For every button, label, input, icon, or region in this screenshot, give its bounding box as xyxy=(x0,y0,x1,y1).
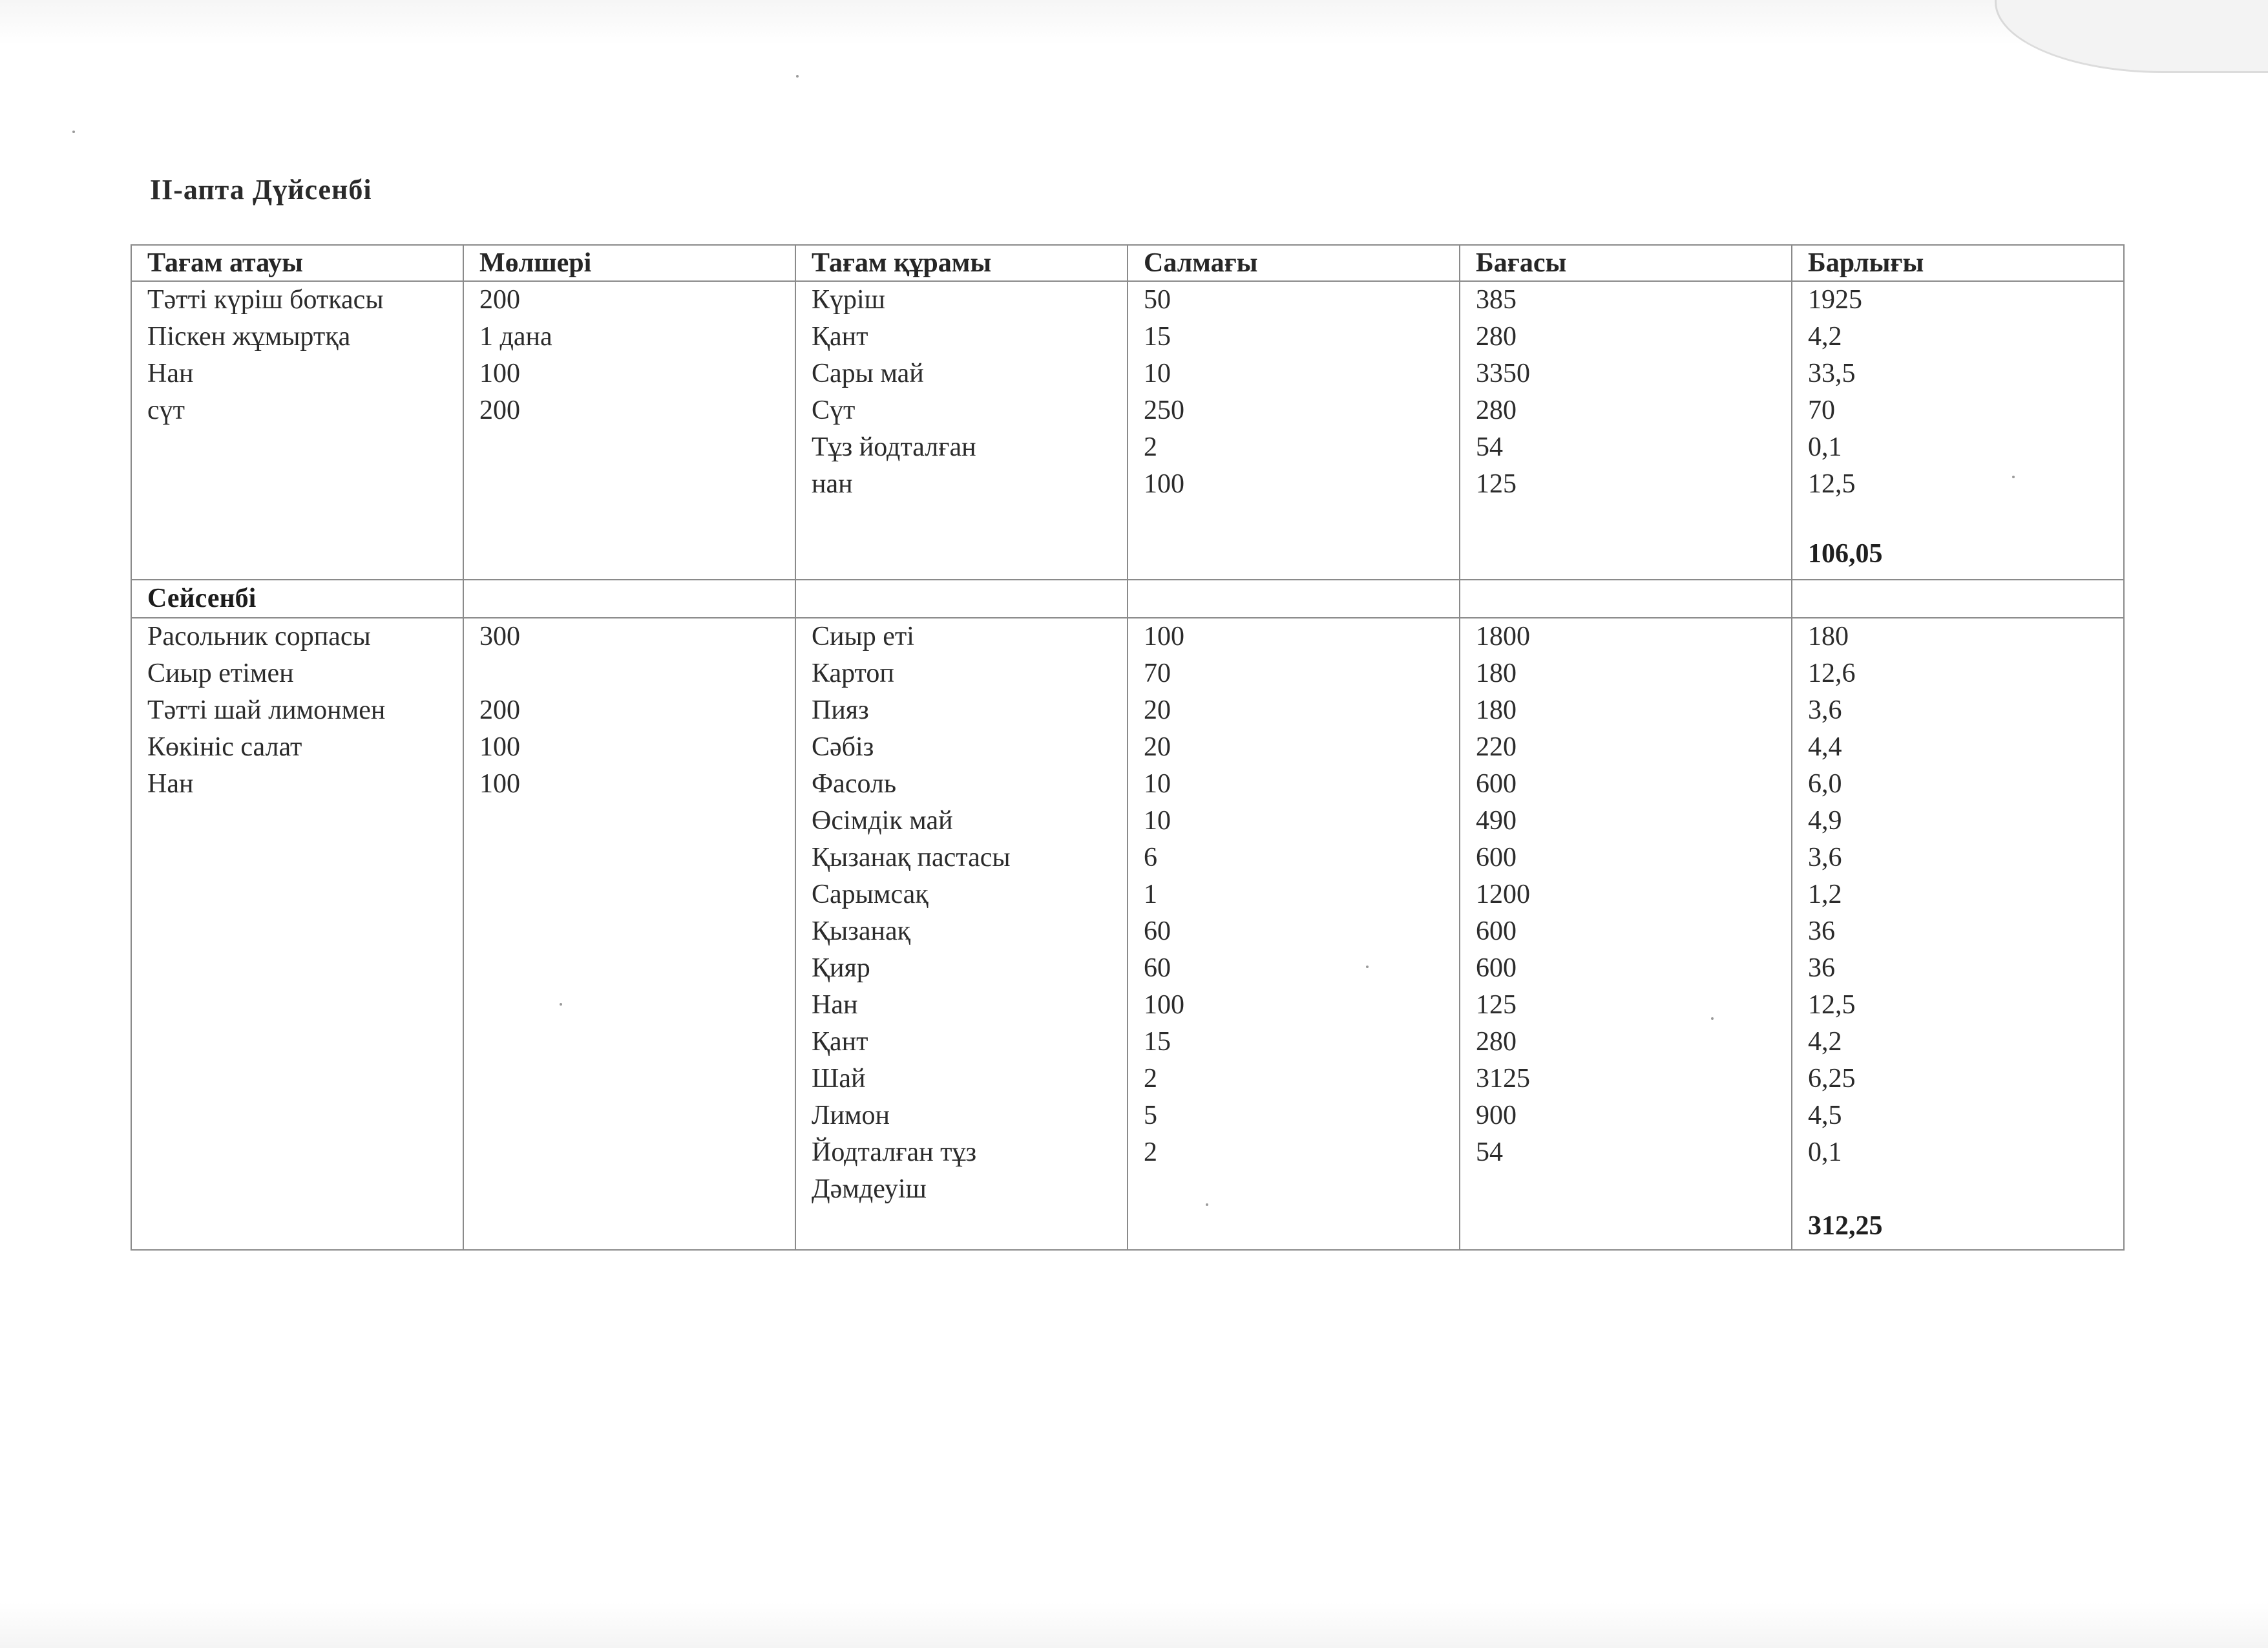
monday-price: 385 xyxy=(1476,285,1517,315)
monday-price: 3350 xyxy=(1476,359,1530,388)
scan-speck xyxy=(560,1003,562,1006)
tuesday-heading-empty-cell xyxy=(463,580,795,618)
tuesday-weight: 100 xyxy=(1144,622,1184,651)
tuesday-ingredient: Шай xyxy=(812,1064,866,1093)
tuesday-total: 36 xyxy=(1808,916,1835,946)
monday-price: 280 xyxy=(1476,396,1517,425)
monday-portions-cell xyxy=(463,281,795,580)
monday-total: 70 xyxy=(1808,396,1835,425)
tuesday-total: 4,9 xyxy=(1808,806,1842,836)
header-weight: Салмағы xyxy=(1128,245,1460,281)
tuesday-ingredients-cell xyxy=(795,618,1128,1250)
tuesday-weight: 60 xyxy=(1144,916,1171,946)
tuesday-price: 1800 xyxy=(1476,622,1530,651)
tuesday-portion: 100 xyxy=(479,732,520,762)
tuesday-ingredient: Лимон xyxy=(812,1101,890,1130)
scan-speck xyxy=(1206,1203,1208,1206)
monday-weight: 50 xyxy=(1144,285,1171,315)
monday-total: 12,5 xyxy=(1808,469,1856,499)
tuesday-total: 6,0 xyxy=(1808,769,1842,799)
monday-weight: 100 xyxy=(1144,469,1184,499)
tuesday-ingredient: Қант xyxy=(812,1027,868,1057)
tuesday-heading-empty-cell xyxy=(1128,580,1460,618)
monday-total: 1925 xyxy=(1808,285,1862,315)
tuesday-ingredient: Нан xyxy=(812,990,858,1020)
tuesday-price: 220 xyxy=(1476,732,1517,762)
header-total: Барлығы xyxy=(1792,245,2124,281)
tuesday-ingredient: Қызанақ пастасы xyxy=(812,843,1011,872)
tuesday-ingredient: Йодталған тұз xyxy=(812,1137,977,1167)
tuesday-weight: 2 xyxy=(1144,1064,1157,1093)
tuesday-price: 3125 xyxy=(1476,1064,1530,1093)
tuesday-weight: 20 xyxy=(1144,732,1171,762)
monday-portion: 200 xyxy=(479,396,520,425)
scan-speck xyxy=(2012,476,2015,478)
monday-ingredient: Сүт xyxy=(812,396,856,425)
monday-grand-total: 106,05 xyxy=(1808,539,1883,569)
tuesday-ingredient: Қияр xyxy=(812,953,870,983)
header-portion: Мөлшері xyxy=(463,245,795,281)
monday-total: 4,2 xyxy=(1808,322,1842,352)
monday-price: 54 xyxy=(1476,432,1503,462)
tuesday-ingredient: Фасоль xyxy=(812,769,897,799)
tuesday-price: 600 xyxy=(1476,916,1517,946)
header-dish-name: Тағам атауы xyxy=(131,245,463,281)
scan-speck xyxy=(1711,1017,1714,1020)
tuesday-total: 4,2 xyxy=(1808,1027,1842,1057)
tuesday-weight: 20 xyxy=(1144,695,1171,725)
monday-ingredient: Сары май xyxy=(812,359,924,388)
tuesday-total: 3,6 xyxy=(1808,843,1842,872)
tuesday-grand-total: 312,25 xyxy=(1808,1211,1883,1241)
document-title: ІІ-апта Дүйсенбі xyxy=(150,174,372,206)
tuesday-price: 180 xyxy=(1476,659,1517,688)
tuesday-heading-empty-cell xyxy=(1792,580,2124,618)
monday-ingredient: нан xyxy=(812,469,853,499)
monday-dish: сүт xyxy=(147,396,185,425)
tuesday-ingredient: Сарымсақ xyxy=(812,880,929,909)
tuesday-dish: Нан xyxy=(147,769,194,799)
tuesday-dish: Сиыр етімен xyxy=(147,659,294,688)
tuesday-total: 1,2 xyxy=(1808,880,1842,909)
tuesday-weight: 2 xyxy=(1144,1137,1157,1167)
tuesday-day-label: Сейсенбі xyxy=(131,580,463,618)
monday-weight: 15 xyxy=(1144,322,1171,352)
tuesday-portion xyxy=(479,655,795,692)
monday-ingredient: Тұз йодталған xyxy=(812,432,976,462)
tuesday-weight: 10 xyxy=(1144,806,1171,836)
page-corner-curl xyxy=(1995,0,2268,73)
tuesday-price: 280 xyxy=(1476,1027,1517,1057)
monday-row xyxy=(131,281,2124,580)
monday-portion: 100 xyxy=(479,359,520,388)
tuesday-ingredient: Өсімдік май xyxy=(812,806,953,836)
monday-ingredient: Күріш xyxy=(812,285,886,315)
tuesday-total: 4,5 xyxy=(1808,1101,1842,1130)
tuesday-ingredient: Пияз xyxy=(812,695,869,725)
tuesday-row xyxy=(131,618,2124,1250)
monday-weights-cell xyxy=(1128,281,1460,580)
monday-weight: 250 xyxy=(1144,396,1184,425)
tuesday-dish: Тәтті шай лимонмен xyxy=(147,695,386,725)
tuesday-heading-empty-cell xyxy=(795,580,1128,618)
tuesday-portion: 200 xyxy=(479,695,520,725)
tuesday-total: 4,4 xyxy=(1808,732,1842,762)
table-header-row xyxy=(131,245,2124,281)
tuesday-totals-cell xyxy=(1792,618,2124,1250)
monday-dish: Піскен жұмыртқа xyxy=(147,322,351,352)
tuesday-weight: 6 xyxy=(1144,843,1157,872)
menu-table xyxy=(131,244,2125,1251)
tuesday-price: 180 xyxy=(1476,695,1517,725)
tuesday-portions-cell xyxy=(463,618,795,1250)
monday-ingredients-cell xyxy=(795,281,1128,580)
tuesday-price: 1200 xyxy=(1476,880,1530,909)
tuesday-portion: 100 xyxy=(479,769,520,799)
tuesday-price: 490 xyxy=(1476,806,1517,836)
monday-portion: 200 xyxy=(479,285,520,315)
tuesday-ingredient: Сиыр еті xyxy=(812,622,914,651)
tuesday-total: 12,6 xyxy=(1808,659,1856,688)
monday-price: 280 xyxy=(1476,322,1517,352)
tuesday-portion: 300 xyxy=(479,622,520,651)
tuesday-price: 600 xyxy=(1476,953,1517,983)
scan-speck xyxy=(72,131,75,133)
monday-totals-list xyxy=(1808,282,2123,503)
tuesday-price: 900 xyxy=(1476,1101,1517,1130)
monday-weight: 2 xyxy=(1144,432,1157,462)
monday-dish: Тәтті күріш боткасы xyxy=(147,285,384,315)
tuesday-weight: 5 xyxy=(1144,1101,1157,1130)
monday-portion: 1 дана xyxy=(479,322,552,352)
monday-totals-cell xyxy=(1792,281,2124,580)
tuesday-heading-empty-cell xyxy=(1460,580,1792,618)
tuesday-price: 125 xyxy=(1476,990,1517,1020)
scan-speck xyxy=(1366,966,1369,968)
tuesday-price: 600 xyxy=(1476,843,1517,872)
scan-speck xyxy=(796,75,799,78)
monday-dish: Нан xyxy=(147,359,194,388)
tuesday-total: 0,1 xyxy=(1808,1137,1842,1167)
tuesday-ingredient: Сәбіз xyxy=(812,732,874,762)
tuesday-dishes-cell xyxy=(131,618,463,1250)
tuesday-dish: Расольник сорпасы xyxy=(147,622,371,651)
tuesday-prices-cell xyxy=(1460,618,1792,1250)
tuesday-price: 54 xyxy=(1476,1137,1503,1167)
tuesday-total: 180 xyxy=(1808,622,1849,651)
monday-total: 0,1 xyxy=(1808,432,1842,462)
tuesday-weight: 10 xyxy=(1144,769,1171,799)
tuesday-weight: 1 xyxy=(1144,880,1157,909)
monday-weight: 10 xyxy=(1144,359,1171,388)
monday-prices-cell xyxy=(1460,281,1792,580)
monday-total: 33,5 xyxy=(1808,359,1856,388)
tuesday-ingredient: Картоп xyxy=(812,659,894,688)
monday-price: 125 xyxy=(1476,469,1517,499)
tuesday-weight: 100 xyxy=(1144,990,1184,1020)
tuesday-price: 600 xyxy=(1476,769,1517,799)
tuesday-weight: 15 xyxy=(1144,1027,1171,1057)
tuesday-weight: 60 xyxy=(1144,953,1171,983)
tuesday-totals-list xyxy=(1808,618,2123,1171)
monday-dishes-cell xyxy=(131,281,463,580)
monday-ingredient: Қант xyxy=(812,322,868,352)
header-price: Бағасы xyxy=(1460,245,1792,281)
tuesday-weights-cell xyxy=(1128,618,1460,1250)
tuesday-total: 3,6 xyxy=(1808,695,1842,725)
tuesday-total: 12,5 xyxy=(1808,990,1856,1020)
tuesday-ingredient: Дәмдеуіш xyxy=(812,1174,927,1204)
tuesday-weight: 70 xyxy=(1144,659,1171,688)
tuesday-total: 36 xyxy=(1808,953,1835,983)
header-ingredients: Тағам құрамы xyxy=(795,245,1128,281)
tuesday-ingredient: Қызанақ xyxy=(812,916,910,946)
tuesday-dish: Көкініс салат xyxy=(147,732,302,762)
tuesday-heading-row xyxy=(131,580,2124,618)
tuesday-total: 6,25 xyxy=(1808,1064,1856,1093)
